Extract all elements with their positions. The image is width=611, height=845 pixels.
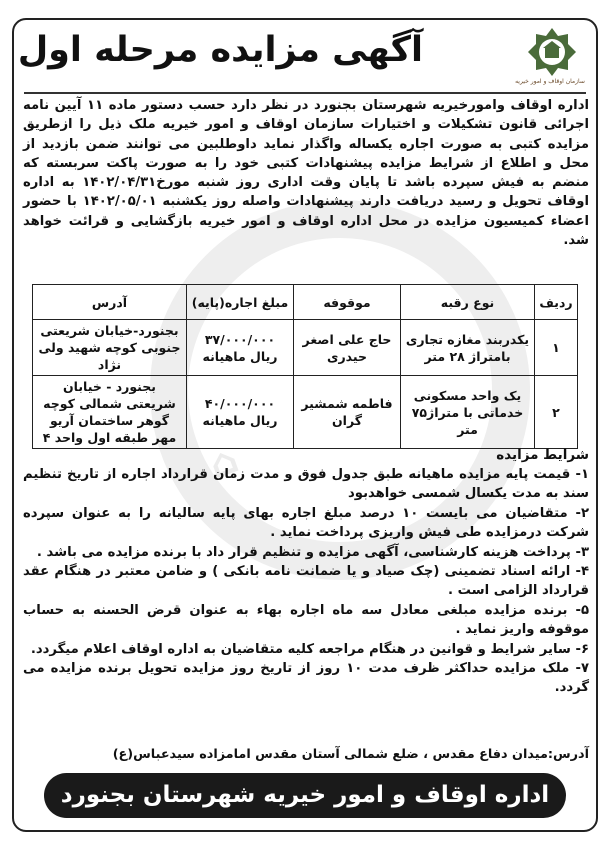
property-type: یک واحد مسکونی خدماتی با متراژ۷۵ متر xyxy=(401,376,535,449)
property-table xyxy=(32,284,578,449)
header-divider xyxy=(24,92,586,94)
conditions-title: شرایط مزایده xyxy=(496,447,589,463)
endowment-name: فاطمه شمشیر گران xyxy=(294,376,401,449)
col-row-number: ردیف xyxy=(535,285,578,320)
intro-paragraph xyxy=(23,96,589,250)
condition-item: ۷- ملک مزایده حداکثر ظرف مدت ۱۰ روز از تاریخ روز مزایده تحویل برنده مزایده می گردد. xyxy=(23,661,589,696)
condition-item: ۴- ارائه اسناد تضمینی (چک صیاد و یا ضمانت نامه بانکی ) و ضامن معتبر در هنگام عقد قرارداد الزامی است . xyxy=(23,564,589,599)
condition-item: ۶- سایر شرایط و قوانین در هنگام مراجعه کلیه متقاضیان به اداره اوقاف اعلام میگردد. xyxy=(30,641,589,657)
row-number: ۲ xyxy=(535,376,578,449)
row-number: ۱ xyxy=(535,320,578,376)
watermark-mark: ⌂ xyxy=(203,436,244,488)
intro-lead: اداره اوقاف وامورخیریه شهرستان بجنورد xyxy=(314,98,589,113)
intro-text: در نظر دارد حسب دستور ماده ۱۱ آیین نامه اجرائی قانون تشکیلات و اختیارات سازمان اوقاف و امور خیریه ملک ذیل را ازطریق مزایده کتبی به صورت اجاره یکساله واگذار نماید داوطلبین می توانند ضمن بازدید از محل و اطلاع از شرایط مزایده پیشنهادات کتبی خود را به صورت پاکت سربسته که منضم به فیش سپرده باشد تا پایان وقت اداری روز شنبه مورخ۱۴۰۲/۰۴/۳۱ به اداره اوقاف تحویل و رسید دریافت دارند پیشنهادات واصله روز یکشنبه ۱۴۰۲/۰۵/۰۱ با حضور اعضاء کمیسیون مزایده در محل اداره اوقاف و امور خیریه بازگشایی و قرائت خواهد شد. xyxy=(23,98,589,249)
notice-header xyxy=(12,18,598,90)
col-endowment: موقوفه xyxy=(294,285,401,320)
logo-caption: سازمان اوقاف و امور خیریه xyxy=(515,78,585,85)
col-base-rent: مبلغ اجاره(پایه) xyxy=(187,285,294,320)
condition-item: ۳- پرداخت هزینه کارشناسی، آگهی مزایده و تنظیم قرار داد با برنده مزایده می باشد . xyxy=(36,544,589,560)
endowment-logo-icon xyxy=(526,26,578,78)
condition-item: ۵- برنده مزایده مبلغی معادل سه ماه اجاره بهاء به عنوان قرض الحسنه به حساب موقوفه واریز نماید . xyxy=(23,602,589,638)
property-address: بجنورد-خیابان شریعتی جنوبی کوچه شهید ولی نژاد xyxy=(33,320,187,376)
property-address: بجنورد - خیابان شریعتی شمالی کوچه گوهر ساختمان آریو مهر طبقه اول واحد ۴ xyxy=(33,376,187,449)
table-row xyxy=(33,320,578,376)
page-title: آگهی مزایده مرحله اول xyxy=(17,30,423,70)
property-type: یکدربند مغازه تجاری بامتراژ ۲۸ متر xyxy=(401,320,535,376)
conditions-list xyxy=(23,465,589,698)
table-row xyxy=(33,376,578,449)
office-address: آدرس:میدان دفاع مقدس ، ضلع شمالی آستان مقدس امامزاده سیدعباس(ع) xyxy=(112,747,589,762)
base-rent: ۴۰/۰۰۰/۰۰۰ ریال ماهیانه xyxy=(187,376,294,449)
footer-banner: اداره اوقاف و امور خیریه شهرستان بجنورد xyxy=(44,773,566,818)
base-rent: ۳۷/۰۰۰/۰۰۰ ریال ماهیانه xyxy=(187,320,294,376)
condition-item: ۲- متقاضیان می بایست ۱۰ درصد مبلغ اجاره بهای پایه سالیانه را به عنوان سپرده شرکت درمزایده طی فیش واریزی پرداخت نماید . xyxy=(23,505,590,541)
condition-item: ۱- قیمت پایه مزایده ماهیانه طبق جدول فوق و مدت زمان قرارداد اجاره از تاریخ تنظیم سند به مدت یکسال شمسی خواهدبود xyxy=(23,467,589,502)
table-header-row xyxy=(33,285,578,320)
endowment-name: حاج علی اصغر حیدری xyxy=(294,320,401,376)
col-property-type: نوع رقبه xyxy=(401,285,535,320)
col-address: آدرس xyxy=(33,285,187,320)
